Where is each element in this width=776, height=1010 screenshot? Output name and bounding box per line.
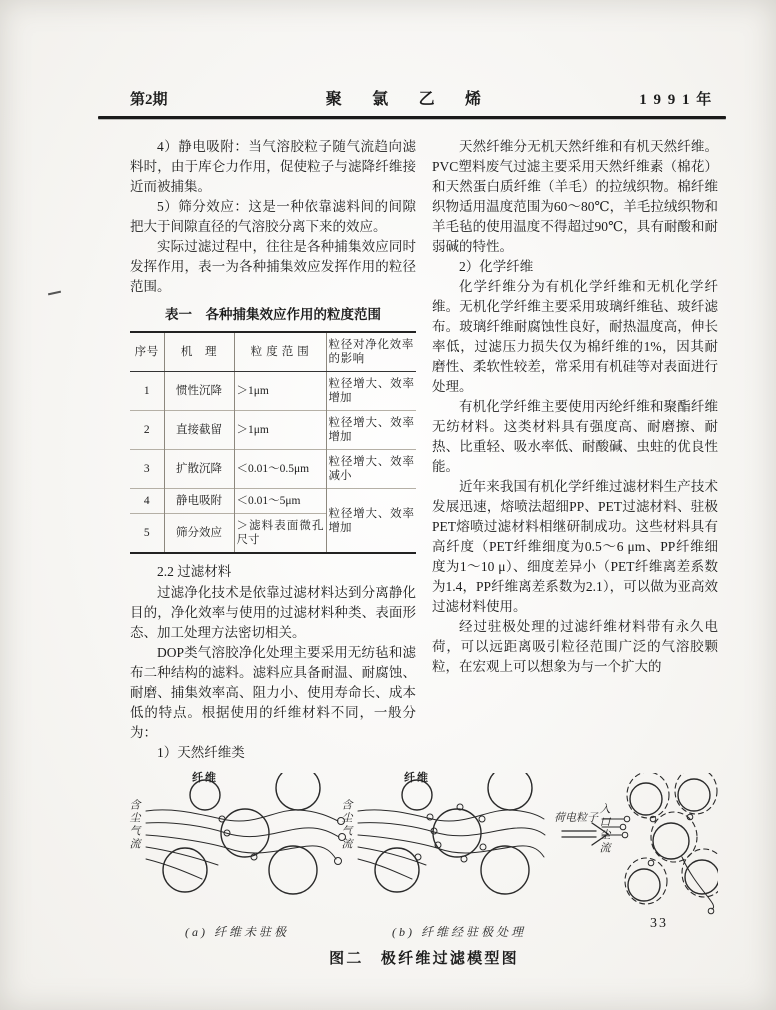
figure-caption-a: (a) 纤维未驻极 [185, 925, 289, 939]
paragraph: 5）筛分效应：这是一种依靠滤料间的间隙把大于间隙直径的气溶胶分离下来的效应。 [130, 199, 416, 234]
table-row [130, 489, 416, 514]
header-rule [98, 116, 726, 119]
cell-effect: 粒径增大、效率增加 [326, 411, 416, 450]
cell-mechanism: 扩散沉降 [164, 450, 234, 489]
flow-label-a: 含尘气流 [128, 799, 140, 851]
cell-no: 1 [143, 385, 150, 397]
col-header-range: 粒 度 范 围 [234, 332, 326, 372]
cell-no: 3 [130, 450, 164, 489]
cell-range: ＜0.01～5μm [234, 489, 326, 514]
figure-caption-b: (b) 纤维经驻极处理 [392, 925, 526, 939]
fiber-filtration-diagram [130, 773, 718, 923]
cell-effect-merged: 粒径增大、效率增加 [326, 489, 416, 554]
fiber-label-b: 纤维 [404, 772, 430, 784]
figure-title: 图二 极纤维过滤模型图 [329, 951, 519, 967]
arrow-label: 荷电粒子 [554, 812, 598, 824]
table-title: 表一 各种捕集效应作用的粒度范围 [165, 307, 381, 322]
paragraph: 经过驻极处理的过滤纤维材料带有永久电荷，可以远距离吸引粒径范围广泛的气溶胶颗粒，在宏观上可以想象为与一个扩大的 [432, 619, 718, 674]
paragraph: 过滤净化技术是依靠过滤材料达到分离静化目的，净化效率与使用的过滤材料种类、表面形态、加工处理方法密切相关。 [130, 585, 416, 640]
issue-number: 第2期 [130, 92, 168, 108]
cell-no: 4 [130, 489, 164, 514]
paragraph: 4）静电吸附：当气溶胶粒子随气流趋向滤料时，由于库仑力作用，促使粒子与滤降纤维接近而被捕集。 [130, 139, 416, 194]
section-heading: 2.2 过滤材料 [157, 564, 232, 579]
cell-range: ＞1μm [234, 411, 326, 450]
cell-no: 5 [130, 514, 164, 554]
cell-no: 2 [130, 411, 164, 450]
right-column [432, 137, 718, 763]
cell-range: ＞滤料表面微孔尺寸 [234, 514, 326, 554]
paragraph: DOP类气溶胶净化处理主要采用无纺毡和滤布二种结构的滤料。滤料应具备耐温、耐腐蚀、耐磨、捕集效率高、阻力小、使用寿命长、成本低的特点。根据使用的纤维材料不同，一般分为： [130, 645, 416, 740]
cell-mechanism: 静电吸附 [164, 489, 234, 514]
page-header [130, 86, 718, 109]
flow-label-c: 入口尘流 [598, 803, 610, 855]
paragraph: 化学纤维分为有机化学纤维和无机化学纤维。无机化学纤维主要采用玻璃纤维毡、玻纤滤布。玻璃纤维耐腐蚀性良好，耐热温度高，伸长率低，过滤压力损失仅为棉纤维的1%，因其耐磨性、柔软性较差，常采用有机硅等对表面进行处理。 [432, 279, 718, 394]
flow-label-b: 含尘气流 [340, 799, 352, 851]
list-heading: 2）化学纤维 [459, 259, 534, 274]
cell-mechanism: 直接截留 [164, 411, 234, 450]
fiber-label-a: 纤维 [192, 772, 218, 784]
table-row [130, 450, 416, 489]
margin-mark [48, 291, 61, 296]
table-row [130, 411, 416, 450]
col-header-no: 序号 [130, 332, 164, 372]
figure-two [130, 773, 718, 985]
left-column [130, 137, 416, 763]
page-number: 33 [650, 916, 668, 931]
list-heading: 1）天然纤维类 [157, 745, 245, 760]
cell-effect: 粒径增大、效率减小 [326, 450, 416, 489]
paragraph: 实际过滤过程中，往往是各种捕集效应同时发挥作用，表一为各种捕集效应发挥作用的粒径范围。 [130, 239, 416, 294]
publication-year: 1991年 [639, 92, 718, 108]
cell-range: ＞1μm [234, 372, 326, 411]
capture-effects-table [130, 331, 416, 554]
table-header-row [130, 332, 416, 372]
table-row [130, 372, 416, 411]
journal-title: 聚氯乙烯 [325, 91, 512, 108]
cell-effect: 粒径增大、效率增加 [326, 372, 416, 411]
cell-mechanism: 惯性沉降 [164, 372, 234, 411]
text-columns [130, 137, 718, 763]
col-header-mechanism: 机 理 [164, 332, 234, 372]
paragraph: 近年来我国有机化学纤维过滤材料生产技术发展迅速，熔喷法超细PP、PET过滤材料、驻极PET熔喷过滤材料相继研制成功。这些材料具有高纤度（PET纤维细度为0.5～6 μm、PP纤维细度为1～10 μ）、细度差异小（PET纤维离差系数为1.4，PP纤维离差系数为2.1），可以做为亚高效过滤材料使用。 [432, 479, 718, 614]
paragraph: 天然纤维分无机天然纤维和有机天然纤维。PVC塑料废气过滤主要采用天然纤维素（棉花）和天然蛋白质纤维（羊毛）的拉绒织物。棉纤维织物适用温度范围为60～80℃，羊毛拉绒织物和羊毛毡的使用温度不得超过90℃，具有耐酸和耐弱碱的特性。 [432, 139, 718, 254]
paragraph: 有机化学纤维主要使用丙纶纤维和聚酯纤维无纺材料。这类材料具有强度高、耐磨擦、耐热、比重轻、吸水率低、耐酸碱、虫蛀的优良性能。 [432, 399, 718, 474]
cell-range: ＜0.01～0.5μm [234, 450, 326, 489]
col-header-effect: 粒径对净化效率的影响 [326, 332, 416, 372]
cell-mechanism: 筛分效应 [164, 514, 234, 554]
